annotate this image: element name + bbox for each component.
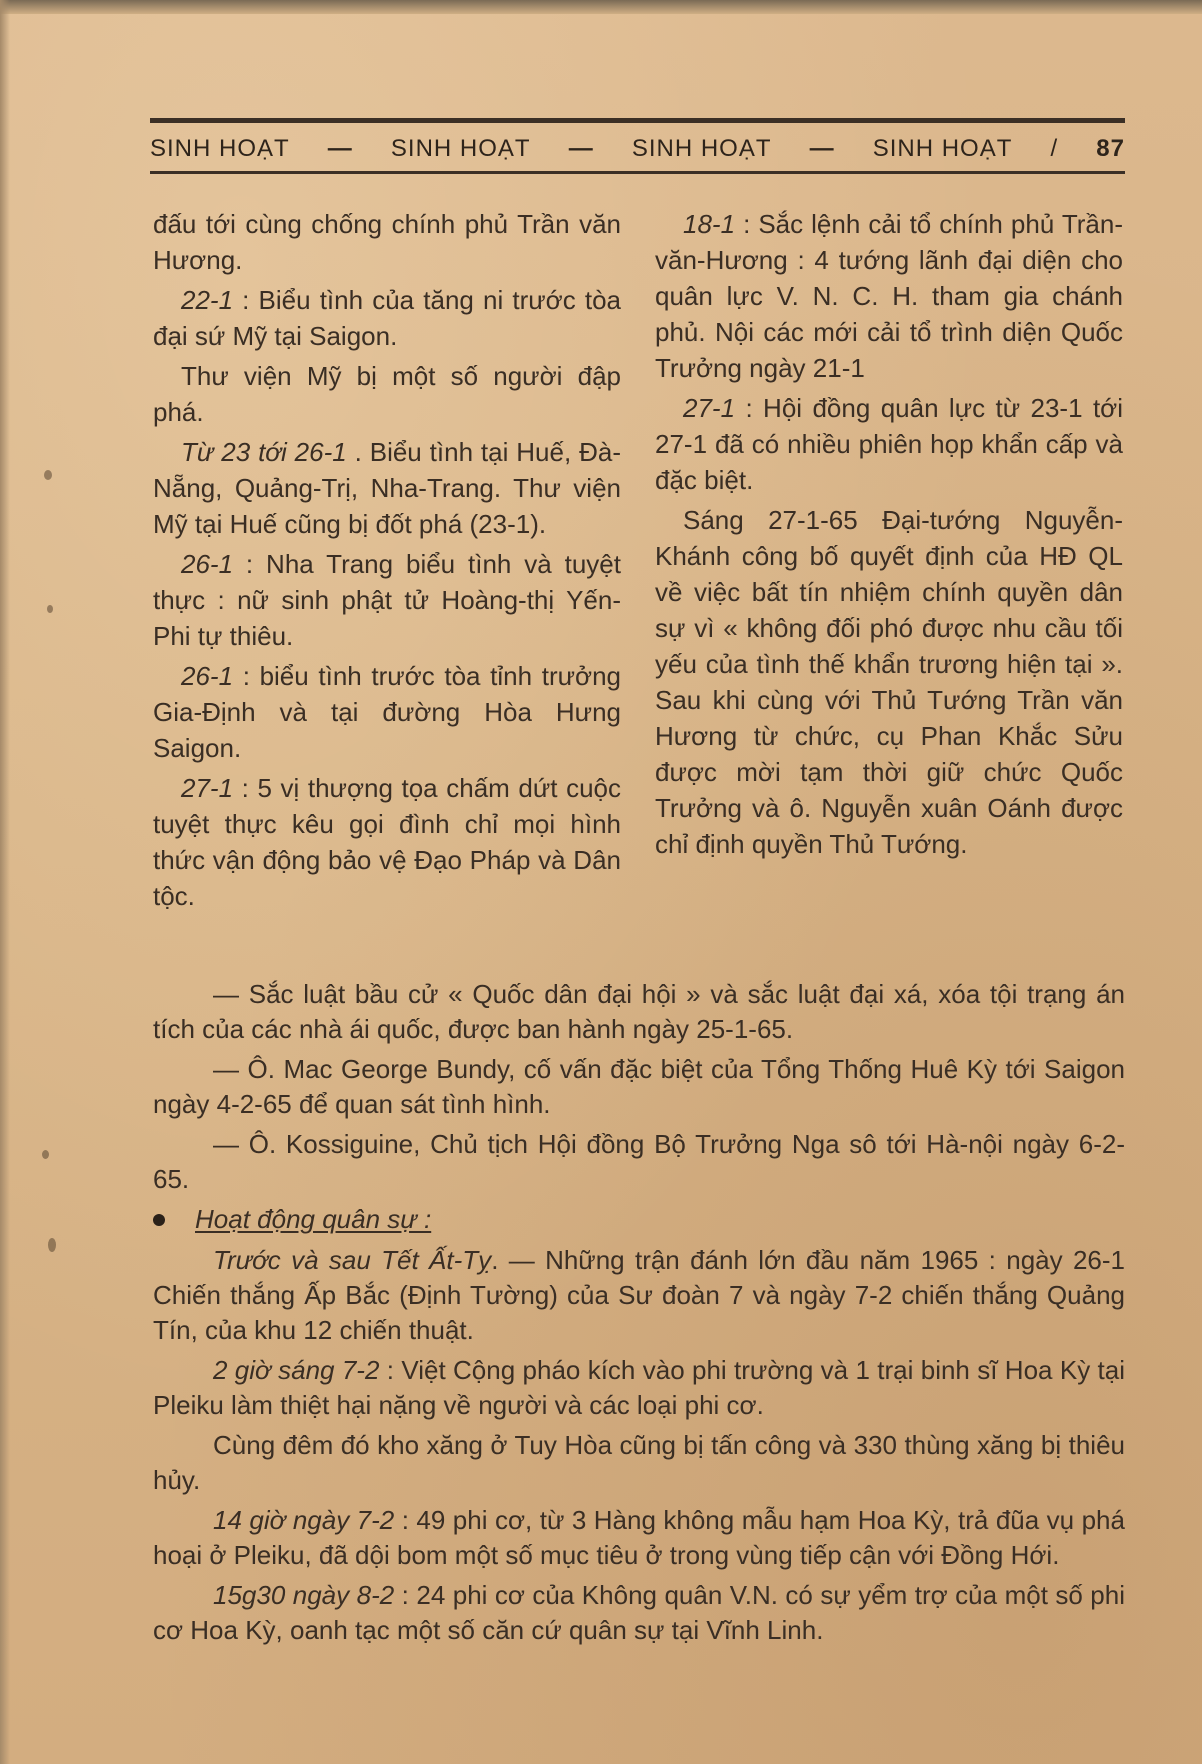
entry-date: 26-1 xyxy=(181,549,234,579)
paragraph-text: : Sắc lệnh cải tổ chính phủ Trần-văn-Hương : 4 tướng lãnh đại diện cho quân lực V. N. C. H. tham gia chánh phủ. Nội các mới cải tổ trình diện Quốc Trưởng ngày 21-1 xyxy=(655,209,1123,383)
paragraph xyxy=(153,658,621,766)
entry-date: Từ 23 tới 26-1 xyxy=(181,437,347,467)
entry-date: 2 giờ sáng 7-2 xyxy=(213,1355,380,1385)
paragraph xyxy=(153,546,621,654)
news-item: — Ô. Mac George Bundy, cố vấn đặc biệt của Tổng Thống Huê Kỳ tới Saigon ngày 4-2-65 để quan sát tình hình. xyxy=(153,1054,1125,1119)
paragraph xyxy=(153,358,621,430)
military-item xyxy=(153,1578,1125,1648)
entry-date: 27-1 xyxy=(683,393,736,423)
military-item xyxy=(153,1353,1125,1423)
full-width-section xyxy=(153,977,1125,1653)
paragraph xyxy=(153,206,621,278)
ink-spot xyxy=(44,470,52,480)
news-item: — Ô. Kossiguine, Chủ tịch Hội đồng Bộ Trưởng Nga sô tới Hà-nội ngày 6-2-65. xyxy=(153,1129,1125,1194)
header-rule xyxy=(150,118,1125,123)
header-text: SINH HOẠT xyxy=(390,135,531,162)
right-column xyxy=(655,206,1123,918)
bullet-icon xyxy=(153,1214,165,1226)
paragraph-text: . Biểu tình tại Huế, Đà-Nẵng, Quảng-Trị, Nha-Trang. Thư viện Mỹ tại Huế cũng bị đốt phá (23-1). xyxy=(153,437,621,539)
paragraph-text: Cùng đêm đó kho xăng ở Tuy Hòa cũng bị tấn công và 330 thùng xăng bị thiêu hủy. xyxy=(153,1430,1125,1495)
paragraph xyxy=(655,206,1123,386)
header-text: SINH HOẠT xyxy=(631,135,772,162)
paragraph-text: : 24 phi cơ của Không quân V.N. có sự yểm trợ của một số phi cơ Hoa Kỳ, oanh tạc một số căn cứ quân sự tại Vĩnh Linh. xyxy=(153,1580,1125,1645)
news-item: — Sắc luật bầu cử « Quốc dân đại hội » và sắc luật đại xá, xóa tội trạng án tích của các nhà ái quốc, được ban hành ngày 25-1-65. xyxy=(153,979,1125,1044)
paragraph xyxy=(153,282,621,354)
entry-date: 18-1 xyxy=(683,209,736,239)
entry-date: 14 giờ ngày 7-2 xyxy=(213,1505,395,1535)
section-title: Hoạt động quân sự : xyxy=(195,1204,432,1234)
header-rule xyxy=(150,171,1125,174)
military-item xyxy=(153,1243,1125,1348)
page-left-edge xyxy=(0,0,10,1764)
entry-date: Trước và sau Tết Ất-Tỵ xyxy=(213,1245,492,1275)
military-item xyxy=(153,1428,1125,1498)
entry-date: 27-1 xyxy=(181,773,234,803)
paragraph-text: : Biểu tình của tăng ni trước tòa đại sứ Mỹ tại Saigon. xyxy=(153,285,621,351)
paragraph xyxy=(655,502,1123,862)
paragraph xyxy=(655,390,1123,498)
paragraph-text: Thư viện Mỹ bị một số người đập phá. xyxy=(153,361,621,427)
paragraph xyxy=(153,434,621,542)
entry-date: 15g30 ngày 8-2 xyxy=(213,1580,395,1610)
header-text: SINH HOẠT xyxy=(872,135,1013,162)
left-column xyxy=(153,206,621,918)
header-text: SINH HOẠT xyxy=(150,135,290,162)
ink-spot xyxy=(42,1150,49,1159)
paragraph-text: : Hội đồng quân lực từ 23-1 tới 27-1 đã có nhiều phiên họp khẩn cấp và đặc biệt. xyxy=(655,393,1123,495)
military-item xyxy=(153,1503,1125,1573)
header-row xyxy=(150,135,1125,163)
entry-date: 22-1 xyxy=(181,285,234,315)
page-number: 87 xyxy=(1096,135,1125,162)
paragraph-text: Sáng 27-1-65 Đại-tướng Nguyễn-Khánh công bố quyết định của HĐ QL về việc bất tín nhiệm chính quyền dân sự vì « không đối phó được nhu cầu tối yếu của tình thế khẩn trương hiện tại ». Sau khi cùng với Thủ Tướng Trần văn Hương từ chức, cụ Phan Khắc Sửu được mời tạm thời giữ chức Quốc Trưởng và ô. Nguyễn xuân Oánh được chỉ định quyền Thủ Tướng. xyxy=(655,505,1123,859)
paragraph-text: : Việt Cộng pháo kích vào phi trường và 1 trại binh sĩ Hoa Kỳ tại Pleiku làm thiệt hại nặng về người và các loại phi cơ. xyxy=(153,1355,1125,1420)
header-separator: — xyxy=(809,135,835,162)
page-top-edge xyxy=(0,0,1202,14)
paragraph-text: : 5 vị thượng tọa chấm dứt cuộc tuyệt thực kêu gọi đình chỉ mọi hình thức vận động bảo vệ Đạo Pháp và Dân tộc. xyxy=(153,773,621,911)
entry-date: 26-1 xyxy=(181,661,234,691)
paragraph-text: : 49 phi cơ, từ 3 Hàng không mẫu hạm Hoa Kỳ, trả đũa vụ phá hoại ở Pleiku, đã dội bom một số mục tiêu ở trong vùng tiếp cận với Đồng Hới. xyxy=(153,1505,1125,1570)
paragraph xyxy=(153,770,621,914)
paragraph-text: : biểu tình trước tòa tỉnh trưởng Gia-Định và tại đường Hòa Hưng Saigon. xyxy=(153,661,621,763)
two-column-body xyxy=(153,206,1123,918)
paragraph-text: : Nha Trang biểu tình và tuyệt thực : nữ sinh phật tử Hoàng-thị Yến-Phi tự thiêu. xyxy=(153,549,621,651)
paragraph-text: đấu tới cùng chống chính phủ Trần văn Hương. xyxy=(153,209,621,275)
section-heading xyxy=(153,1202,1125,1237)
ink-spot xyxy=(47,605,53,613)
header-separator: — xyxy=(327,135,353,162)
header-separator: / xyxy=(1050,135,1059,162)
paragraph-text: . — Những trận đánh lớn đầu năm 1965 : ngày 26-1 Chiến thắng Ấp Bắc (Định Tường) của Sư đoàn 7 và ngày 7-2 chiến thắng Quảng Tín, của khu 12 chiến thuật. xyxy=(153,1245,1125,1345)
running-header xyxy=(150,118,1125,174)
ink-spot xyxy=(48,1238,56,1252)
header-separator: — xyxy=(568,135,594,162)
